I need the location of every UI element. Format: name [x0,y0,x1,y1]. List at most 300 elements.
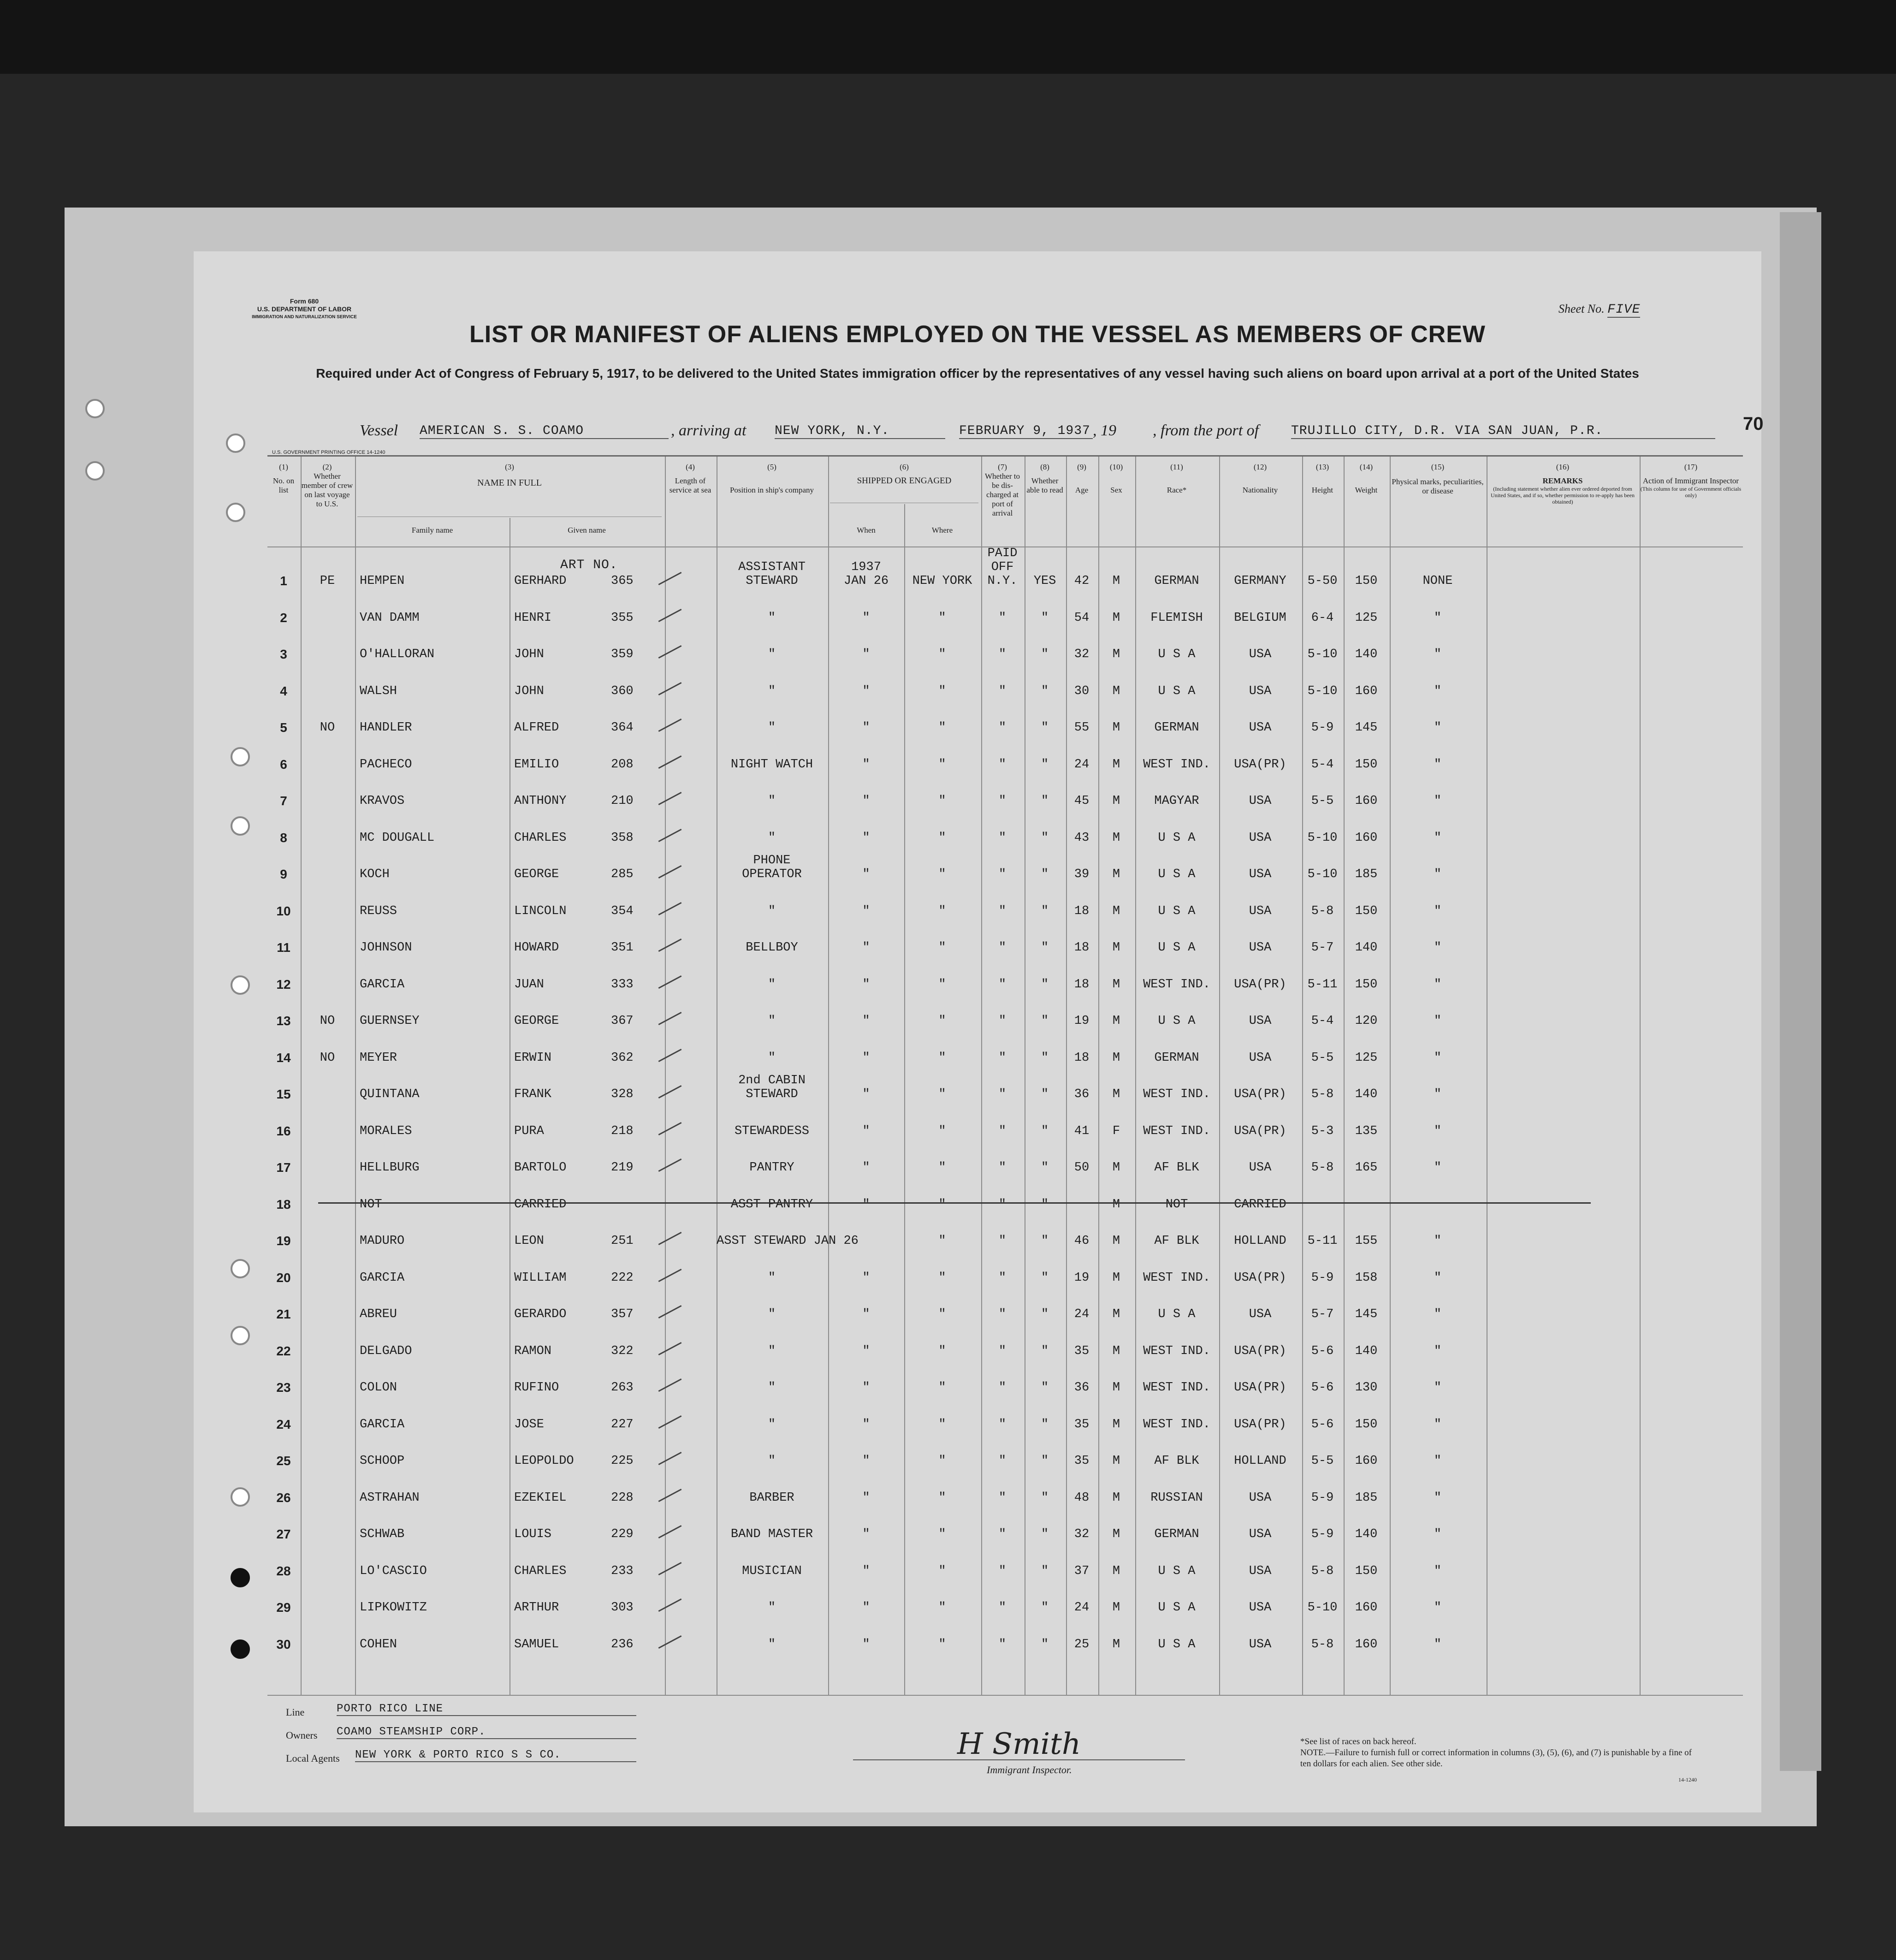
cell-art: 354 [611,904,634,918]
cell-art: 351 [611,941,634,955]
cell-no: 30 [276,1637,291,1651]
check-mark [658,755,682,769]
line-value: PORTO RICO LINE [337,1703,636,1716]
cell-marks: " [1434,647,1442,661]
cell-race: NOT [1165,1197,1188,1212]
cell-family: QUINTANA [360,1087,420,1101]
cell-no: 9 [280,867,287,881]
cell-no: 13 [276,1014,291,1028]
cell-race: WEST IND. [1143,1124,1210,1138]
cell-race: AF BLK [1154,1454,1199,1468]
footer-notes [1300,1736,1697,1785]
cell-race: U S A [1158,1014,1196,1028]
cell-nat: USA [1249,794,1272,808]
cell-disch: " [998,904,1007,918]
cell-read: " [1041,1637,1049,1651]
cell-age: 36 [1074,1381,1090,1395]
col-2-header: (2) Whether member of crew on last voyage to U.S. [301,463,353,508]
inspector-label: Immigrant Inspector. [987,1764,1072,1776]
cell-when: " [862,1051,870,1065]
cell-position: " [768,721,776,735]
line-label: Line [286,1706,305,1718]
cell-when: " [862,684,870,698]
cell-weight: 140 [1355,941,1378,955]
cell-no: 19 [276,1234,291,1248]
col-8-header: (8) Whether able to read [1026,463,1063,494]
from-label: , from the port of [1153,422,1259,439]
printing-office: U.S. GOVERNMENT PRINTING OFFICE 14-1240 [272,450,385,455]
cell-art: 251 [611,1234,634,1248]
cell-where: " [938,904,946,918]
cell-age: 19 [1074,1271,1090,1285]
cell-where: " [938,1417,946,1431]
cell-where: " [938,1637,946,1651]
cell-sex: M [1112,831,1120,845]
cell-marks: " [1434,1234,1442,1248]
cell-sex: M [1112,977,1120,992]
cell-family: LIPKOWITZ [360,1601,427,1615]
cell-where: " [938,1601,946,1615]
cell-art: 365 [611,574,634,588]
cell-position: " [768,1417,776,1431]
cell-height: 5-8 [1311,1161,1334,1175]
cell-read: " [1041,1491,1049,1505]
arrival-date: FEBRUARY 9, 1937 [959,424,1093,439]
cell-disch: " [998,1271,1007,1285]
arrival-port: NEW YORK, N.Y. [775,424,945,439]
cell-no: 1 [280,574,287,588]
sheet-label: Sheet No. [1558,302,1605,315]
cell-marks: " [1434,684,1442,698]
arriving-label: , arriving at [671,422,747,439]
cell-read: " [1041,867,1049,881]
cell-position: PHONE OPERATOR [742,854,802,881]
col-7-header: (7) Whether to be dis-charged at port of arrival [985,463,1020,517]
cell-age: 43 [1074,831,1090,845]
cell-given: JOHN [514,647,544,661]
cell-age: 24 [1074,1307,1090,1321]
cell-read: " [1041,647,1049,661]
check-mark [658,975,682,989]
cell-marks: " [1434,1637,1442,1651]
cell-family: ASTRAHAN [360,1491,420,1505]
penalty-note: NOTE.—Failure to furnish full or correct information in columns (3), (5), (6), and (7) is punishable by a fine of ten dollars for each alien. See other side. [1300,1748,1692,1769]
cell-height: 5-9 [1311,1271,1334,1285]
cell-height: 5-8 [1311,1087,1334,1101]
cell-read: " [1041,1234,1049,1248]
cell-read: " [1041,1014,1049,1028]
check-mark [658,1305,682,1319]
table-row [194,941,1761,968]
cell-weight: 145 [1355,1307,1378,1321]
cell-art: 322 [611,1344,634,1358]
cell-age: 18 [1074,941,1090,955]
table-row [194,684,1761,712]
cell-no: 18 [276,1197,291,1212]
cell-family: ABREU [360,1307,397,1321]
cell-race: GERMAN [1154,1527,1199,1541]
cell-given: CHARLES [514,831,567,845]
cell-given: GERARDO [514,1307,567,1321]
cell-when: " [862,1417,870,1431]
cell-height: 5-10 [1307,1601,1338,1615]
cell-age: 41 [1074,1124,1090,1138]
manifest-subtitle: Required under Act of Congress of February 5, 1917, to be delivered to the United States immigration officer by the representatives of any vessel having such aliens on board upon arrival at a port of the United States [316,366,1639,380]
cell-where: " [938,867,946,881]
cell-disch: " [998,684,1007,698]
cell-age: 50 [1074,1161,1090,1175]
cell-weight: 160 [1355,1454,1378,1468]
check-mark [658,1525,682,1538]
cell-read: " [1041,1271,1049,1285]
cell-race: AF BLK [1154,1161,1199,1175]
cell-height: 5-8 [1311,1637,1334,1651]
cell-art: 210 [611,794,634,808]
cell-nat: USA [1249,1527,1272,1541]
cell-where: " [938,1197,946,1212]
check-mark [658,1122,682,1135]
col-1-header: (1) No. on list [273,463,295,494]
cell-marks: " [1434,1307,1442,1321]
check-mark [658,1635,682,1649]
cell-disch: " [998,1197,1007,1212]
table-row [194,1014,1761,1042]
cell-read: YES [1033,574,1056,588]
cell-weight: 160 [1355,831,1378,845]
cell-position: " [768,1271,776,1285]
vessel-label: Vessel [360,422,398,439]
cell-given: BARTOLO [514,1161,567,1175]
cell-nat: USA(PR) [1234,1344,1286,1358]
cell-position: " [768,977,776,992]
backing-sheet-edge [1780,212,1821,1771]
cell-when: " [862,1307,870,1321]
table-row [194,1601,1761,1628]
form-number: Form 680 [290,297,319,305]
cell-position: STEWARDESS [734,1124,810,1138]
family-name-header: Family name [411,526,453,535]
cell-where: " [938,1271,946,1285]
check-mark [658,645,682,659]
cell-age: 19 [1074,1014,1090,1028]
department-name: U.S. DEPARTMENT OF LABOR [257,305,352,313]
col-17-header: (17) Action of Immigrant Inspector (This column for use of Government officials only) [1640,463,1742,499]
cell-nat: CARRIED [1234,1197,1286,1212]
cell-art: 367 [611,1014,634,1028]
cell-read: " [1041,1307,1049,1321]
cell-read: " [1041,977,1049,992]
cell-marks: " [1434,1124,1442,1138]
cell-family: GUERNSEY [360,1014,420,1028]
cell-where: " [938,1527,946,1541]
table-row [194,1418,1761,1445]
cell-race: GERMAN [1154,721,1199,735]
cell-read: " [1041,1197,1049,1212]
cell-no: 7 [280,794,287,808]
cell-age: 18 [1074,904,1090,918]
cell-sex: M [1112,574,1120,588]
cell-family: WALSH [360,684,397,698]
cell-family: MEYER [360,1051,397,1065]
cell-height: 5-8 [1311,904,1334,918]
col-15-header: (15) Physical marks, peculiarities, or disease [1392,463,1484,495]
check-mark [658,829,682,842]
cell-given: ALFRED [514,721,559,735]
cell-when: " [862,1087,870,1101]
cell-given: CHARLES [514,1564,567,1578]
cell-disch: " [998,831,1007,845]
cell-read: " [1041,831,1049,845]
cell-sex: M [1112,941,1120,955]
cell-marks: " [1434,757,1442,772]
cell-when: " [862,1454,870,1468]
cell-height: 5-6 [1311,1344,1334,1358]
owners-label: Owners [286,1729,318,1741]
cell-race: U S A [1158,1564,1196,1578]
cell-position: BARBER [749,1491,794,1505]
agents-label: Local Agents [286,1752,340,1764]
cell-sex: M [1112,867,1120,881]
cell-when: " [862,1637,870,1651]
check-mark [658,1158,682,1172]
cell-race: U S A [1158,1307,1196,1321]
cell-age: 37 [1074,1564,1090,1578]
cell-marks: " [1434,1564,1442,1578]
cell-nat: USA [1249,647,1272,661]
cell-nat: USA [1249,1601,1272,1615]
cell-height: 5-10 [1307,867,1338,881]
cell-nat: USA [1249,1161,1272,1175]
cell-position: " [768,904,776,918]
cell-given: EZEKIEL [514,1491,567,1505]
cell-nat: USA [1249,684,1272,698]
cell-disch: " [998,1417,1007,1431]
punch-hole [226,503,245,522]
cell-when: " [862,977,870,992]
cell-height: 5-5 [1311,1051,1334,1065]
table-row [194,1124,1761,1152]
cell-position: ASSISTANT STEWARD [738,560,806,588]
check-mark [658,865,682,879]
cell-sex: M [1112,1271,1120,1285]
cell-position: " [768,684,776,698]
cell-race: U S A [1158,684,1196,698]
cell-no: 12 [276,977,291,992]
table-row [194,1564,1761,1592]
cell-position: " [768,611,776,625]
owners-value: COAMO STEAMSHIP CORP. [337,1726,636,1739]
cell-no: 15 [276,1087,291,1101]
cell-age: 24 [1074,757,1090,772]
cell-read: " [1041,941,1049,955]
cell-marks: " [1434,794,1442,808]
cell-disch: " [998,611,1007,625]
check-mark [658,1598,682,1612]
cell-family: GARCIA [360,977,405,992]
cell-height: 5-9 [1311,1527,1334,1541]
cell-where: " [938,611,946,625]
cell-race: FLEMISH [1150,611,1203,625]
cell-marks: " [1434,1014,1442,1028]
cell-weight: 130 [1355,1381,1378,1395]
col-3-header: (3) NAME IN FULL [477,463,542,488]
col-11-header: (11) Race* [1167,463,1187,494]
cell-given: ARTHUR [514,1601,559,1615]
cell-nat: USA(PR) [1234,977,1286,992]
cell-height: 5-8 [1311,1564,1334,1578]
cell-where: " [938,1344,946,1358]
cell-position: " [768,794,776,808]
cell-age: 32 [1074,1527,1090,1541]
cell-marks: " [1434,1271,1442,1285]
cell-marks: " [1434,611,1442,625]
cell-given: EMILIO [514,757,559,772]
col-4-header: (4) Length of service at sea [669,463,711,494]
cell-no: 10 [276,903,291,918]
cell-family: COHEN [360,1637,397,1651]
table-row [194,831,1761,859]
cell-given: HENRI [514,611,552,625]
cell-given: LEON [514,1234,544,1248]
cell-when: " [862,1491,870,1505]
cell-height: 6-4 [1311,611,1334,625]
cell-where: " [938,831,946,845]
inspector-signature: H Smith [853,1727,1185,1760]
cell-position: " [768,1454,776,1468]
cell-sex: M [1112,1051,1120,1065]
manifest-sheet [194,251,1764,1812]
cell-marks: " [1434,1601,1442,1615]
punch-hole [85,399,105,418]
cell-family: NOT [360,1197,382,1212]
cell-weight: 140 [1355,1344,1378,1358]
cell-position: " [768,1381,776,1395]
cell-where: " [938,1454,946,1468]
cell-nat: USA(PR) [1234,757,1286,772]
cell-marks: " [1434,904,1442,918]
cell-art: 360 [611,684,634,698]
cell-art: 233 [611,1564,634,1578]
cell-sex: M [1112,1307,1120,1321]
year-label: , 19 [1093,422,1116,439]
cell-where: " [938,1087,946,1101]
cell-weight: 160 [1355,684,1378,698]
cell-when: " [862,721,870,735]
cell-disch: " [998,1527,1007,1541]
cell-read: " [1041,904,1049,918]
cell-weight: 150 [1355,904,1378,918]
cell-nat: USA(PR) [1234,1417,1286,1431]
cell-given: SAMUEL [514,1637,559,1651]
cell-disch: " [998,794,1007,808]
cell-no: 4 [280,683,287,698]
cell-weight: 150 [1355,574,1378,588]
cell-where: " [938,1564,946,1578]
table-row [194,647,1761,675]
cell-where: " [938,1234,946,1248]
cell-marks: " [1434,1161,1442,1175]
cell-when: " [862,1124,870,1138]
cell-race: AF BLK [1154,1234,1199,1248]
cell-sex: M [1112,757,1120,772]
cell-height: 5-5 [1311,794,1334,808]
cell-age: 25 [1074,1637,1090,1651]
cell-art: 328 [611,1087,634,1101]
departure-port: TRUJILLO CITY, D.R. VIA SAN JUAN, P.R. [1291,424,1715,439]
cell-when: " [862,794,870,808]
cell-art: 303 [611,1601,634,1615]
cell-sex: M [1112,794,1120,808]
cell-family: MORALES [360,1124,412,1138]
cell-no: 8 [280,830,287,845]
cell-given: HOWARD [514,941,559,955]
cell-art: 357 [611,1307,634,1321]
cell-read: " [1041,684,1049,698]
cell-disch: " [998,1344,1007,1358]
col-12-header: (12) Nationality [1242,463,1278,494]
cell-nat: USA(PR) [1234,1087,1286,1101]
cell-sex: M [1112,1344,1120,1358]
cell-sex: M [1112,1564,1120,1578]
cell-given: FRANK [514,1087,552,1101]
cell-race: U S A [1158,1601,1196,1615]
agents-value: NEW YORK & PORTO RICO S S CO. [355,1749,636,1762]
cell-position: " [768,1601,776,1615]
table-row [194,1051,1761,1079]
cell-given: LEOPOLDO [514,1454,574,1468]
cell-weight: 165 [1355,1161,1378,1175]
agents-field [286,1749,701,1776]
cell-position: NIGHT WATCH [730,757,813,772]
cell-race: WEST IND. [1143,1087,1210,1101]
cell-disch: " [998,941,1007,955]
cell-when: " [862,1161,870,1175]
col-6-header: (6) SHIPPED OR ENGAGED [857,463,952,486]
cell-race: WEST IND. [1143,1271,1210,1285]
cell-crew: NO [320,1051,335,1065]
cell-crew: NO [320,1014,335,1028]
cell-age: 18 [1074,977,1090,992]
cell-family: O'HALLORAN [360,647,435,661]
cell-art: 227 [611,1417,634,1431]
where-header: Where [931,526,953,535]
cell-nat: GERMANY [1234,574,1286,588]
table-row [194,1491,1761,1519]
cell-where: " [938,1161,946,1175]
cell-read: " [1041,1564,1049,1578]
cell-position: " [768,1307,776,1321]
cell-given: LOUIS [514,1527,552,1541]
cell-race: GERMAN [1154,1051,1199,1065]
cell-family: GARCIA [360,1271,405,1285]
cell-position: MUSICIAN [742,1564,802,1578]
cell-race: WEST IND. [1143,1381,1210,1395]
table-row [194,794,1761,822]
cell-where: " [938,1307,946,1321]
check-mark [658,902,682,915]
cell-family: GARCIA [360,1417,405,1431]
cell-disch: " [998,721,1007,735]
cell-given: RAMON [514,1344,552,1358]
cell-position: " [768,1014,776,1028]
cell-art: 358 [611,831,634,845]
cell-marks: " [1434,977,1442,992]
cell-given: GERHARD [514,574,567,588]
table-row [194,1527,1761,1555]
cell-when: " [862,1197,870,1212]
cell-marks: " [1434,941,1442,955]
cell-when: " [862,1601,870,1615]
